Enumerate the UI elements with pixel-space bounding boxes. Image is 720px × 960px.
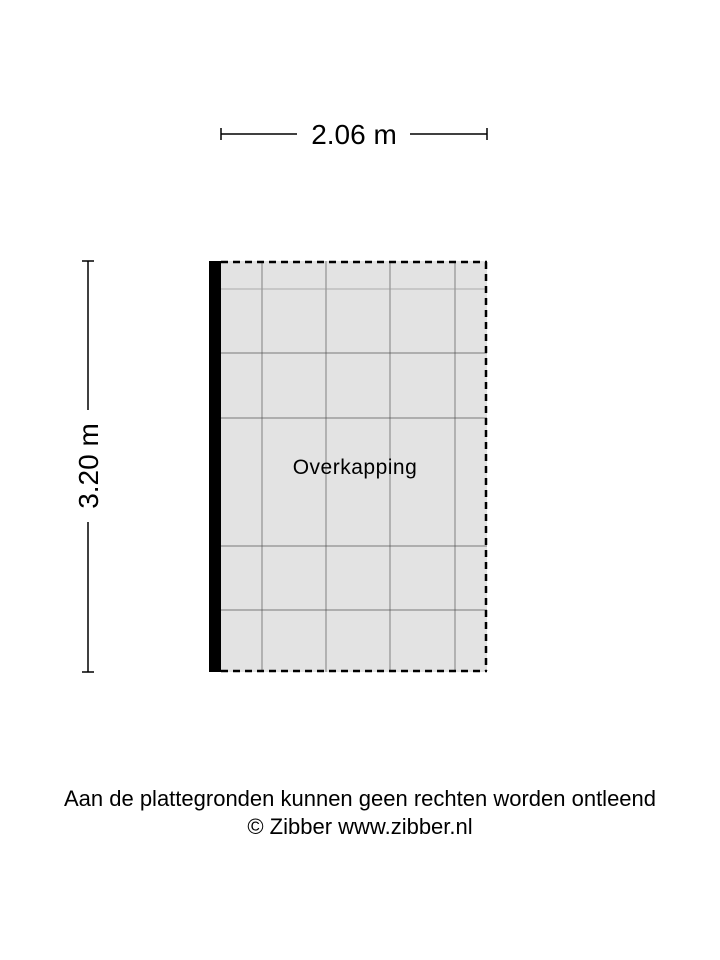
footer-copyright: © Zibber www.zibber.nl [247,814,473,839]
footer-disclaimer: Aan de plattegronden kunnen geen rechten worden ontleend [63,786,657,811]
width-dimension [221,119,487,150]
height-dimension [73,261,104,672]
room-wall-left [209,261,221,672]
height-dimension-label: 3.20 m [73,423,104,509]
width-dimension-label: 2.06 m [311,119,397,150]
room-overkapping [209,261,487,672]
room-label: Overkapping [292,456,418,479]
